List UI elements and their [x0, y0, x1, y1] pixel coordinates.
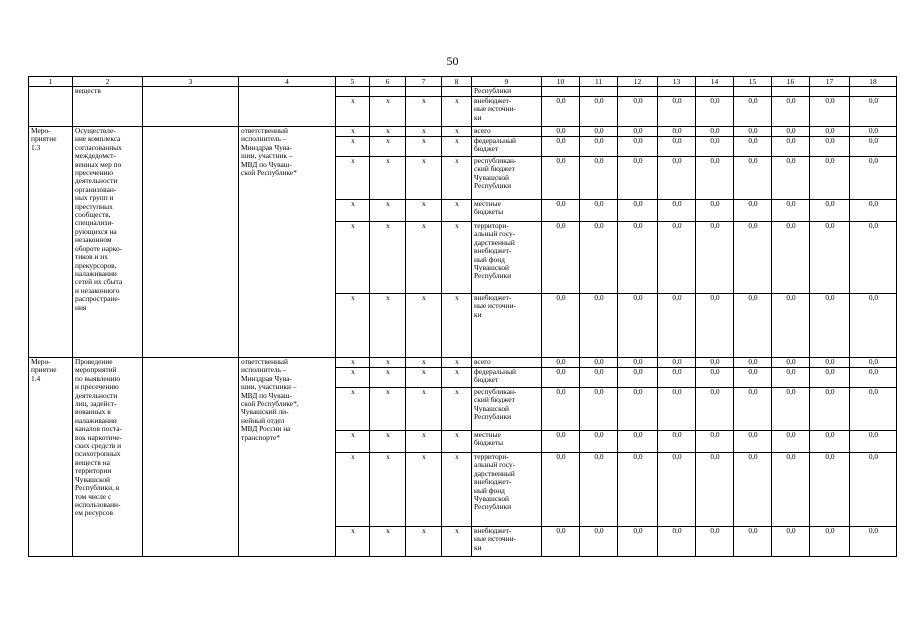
- value-cell: 0,0: [658, 200, 696, 222]
- x-mark: x: [336, 137, 370, 157]
- x-mark: x: [406, 157, 442, 200]
- x-mark: x: [442, 127, 472, 137]
- activity-description: Осуществле- ние комплекса согласованных междедомст- венных мер по пресечению деятельности организован- ных групп и преступных сообществ, специализи- рующихся на незаконном обороте нарко- тиков и их прекурсоров, налаживании сетей их сбыта и незаконного распростране- ния: [73, 127, 143, 358]
- column-header: 7: [406, 77, 442, 87]
- value-cell: 0,0: [580, 368, 618, 388]
- value-cell: 0,0: [696, 527, 734, 557]
- value-cell: 0,0: [618, 368, 658, 388]
- value-cell: 0,0: [810, 157, 850, 200]
- responsible-executor: ответственный исполнитель – Минздрав Чува- шии, участник – МВД по Чуваш- ской Республике*: [239, 127, 336, 358]
- value-cell: 0,0: [810, 453, 850, 527]
- empty-cell: [143, 358, 239, 557]
- value-cell: 0,0: [696, 453, 734, 527]
- value-cell: 0,0: [850, 358, 897, 368]
- x-mark: x: [442, 527, 472, 557]
- funding-source: внебюджет- ные источни- ки: [472, 527, 542, 557]
- value-cell: 0,0: [618, 527, 658, 557]
- value-cell: 0,0: [696, 388, 734, 431]
- column-number-row: [29, 77, 897, 87]
- value-cell: 0,0: [542, 127, 580, 137]
- value-cell: 0,0: [618, 358, 658, 368]
- x-mark: x: [442, 431, 472, 453]
- value-cell: 0,0: [618, 137, 658, 157]
- value-cell: 0,0: [734, 388, 772, 431]
- value-cell: 0,0: [618, 453, 658, 527]
- value-cell: 0,0: [850, 388, 897, 431]
- column-header: 8: [442, 77, 472, 87]
- x-mark: x: [336, 358, 370, 368]
- column-header: 9: [472, 77, 542, 87]
- activity-description: Проведение мероприятий по выявлению и пресечению деятельности лиц, задейст- вованных в налаживании каналов поста- вок наркотиче- ских средств и психотропных веществ на территории Чувашской Республики, в том числе с использовани- ем ресурсов: [73, 358, 143, 557]
- x-mark: x: [406, 97, 442, 127]
- x-mark: x: [336, 368, 370, 388]
- value-cell: 0,0: [580, 200, 618, 222]
- x-mark: x: [442, 453, 472, 527]
- x-mark: x: [406, 127, 442, 137]
- value-cell: 0,0: [618, 388, 658, 431]
- funding-source: внебюджет- ные источни- ки: [472, 294, 542, 358]
- value-cell: 0,0: [618, 431, 658, 453]
- value-cell: 0,0: [658, 157, 696, 200]
- x-mark: x: [336, 527, 370, 557]
- value-cell: 0,0: [696, 358, 734, 368]
- value-cell: 0,0: [618, 97, 658, 127]
- value-cell: 0,0: [772, 431, 810, 453]
- column-header: 1: [29, 77, 73, 87]
- value-cell: 0,0: [696, 127, 734, 137]
- value-cell: 0,0: [658, 97, 696, 127]
- value-cell: 0,0: [542, 453, 580, 527]
- funding-source: республикан- ский бюджет Чувашской Республики: [472, 157, 542, 200]
- value-cell: 0,0: [850, 527, 897, 557]
- x-mark: x: [370, 453, 406, 527]
- value-cell: 0,0: [658, 388, 696, 431]
- value-cell: 0,0: [580, 222, 618, 294]
- x-mark: x: [442, 294, 472, 358]
- value-cell: 0,0: [580, 157, 618, 200]
- value-cell: 0,0: [696, 200, 734, 222]
- column-header: 10: [542, 77, 580, 87]
- value-cell: 0,0: [542, 97, 580, 127]
- funding-source: местные бюджеты: [472, 200, 542, 222]
- x-mark: x: [442, 368, 472, 388]
- value-cell: 0,0: [542, 222, 580, 294]
- value-cell: 0,0: [658, 222, 696, 294]
- value-cell: 0,0: [580, 388, 618, 431]
- x-mark: x: [370, 368, 406, 388]
- column-header: 6: [370, 77, 406, 87]
- x-mark: x: [442, 137, 472, 157]
- funding-source: федеральный бюджет: [472, 368, 542, 388]
- x-mark: x: [336, 127, 370, 137]
- value-cell: 0,0: [696, 97, 734, 127]
- value-cell: 0,0: [734, 137, 772, 157]
- value-cell: 0,0: [772, 527, 810, 557]
- value-cell: 0,0: [658, 294, 696, 358]
- value-cell: 0,0: [580, 431, 618, 453]
- responsible-cell: [239, 87, 336, 127]
- column-header: 3: [143, 77, 239, 87]
- value-cell: 0,0: [772, 358, 810, 368]
- value-cell: 0,0: [810, 431, 850, 453]
- value-cell: 0,0: [810, 388, 850, 431]
- x-mark: x: [406, 294, 442, 358]
- value-cell: 0,0: [850, 137, 897, 157]
- column-header: 16: [772, 77, 810, 87]
- x-mark: x: [370, 137, 406, 157]
- value-cell: 0,0: [734, 127, 772, 137]
- value-cell: 0,0: [850, 127, 897, 137]
- value-cell: 0,0: [772, 157, 810, 200]
- value-cell: 0,0: [580, 137, 618, 157]
- value-cell: 0,0: [658, 453, 696, 527]
- x-mark: x: [370, 294, 406, 358]
- table-row: [29, 127, 897, 137]
- value-cell: 0,0: [696, 294, 734, 358]
- value-cell: 0,0: [696, 222, 734, 294]
- value-cell: 0,0: [580, 127, 618, 137]
- activity-code-cell: [29, 87, 73, 127]
- value-cell: 0,0: [542, 388, 580, 431]
- x-mark: x: [406, 358, 442, 368]
- funding-source: всего: [472, 127, 542, 137]
- value-cell: 0,0: [810, 294, 850, 358]
- value-cell: 0,0: [772, 200, 810, 222]
- activity-code: Меро- приятие 1.3: [29, 127, 73, 358]
- x-mark: x: [370, 431, 406, 453]
- value-cell: 0,0: [658, 368, 696, 388]
- value-cell: 0,0: [658, 137, 696, 157]
- x-mark: x: [442, 222, 472, 294]
- value-cell: 0,0: [810, 527, 850, 557]
- funding-source: всего: [472, 358, 542, 368]
- x-mark: x: [336, 453, 370, 527]
- value-cell: 0,0: [542, 157, 580, 200]
- value-cell: 0,0: [542, 294, 580, 358]
- value-cell: 0,0: [580, 97, 618, 127]
- value-cell: 0,0: [734, 222, 772, 294]
- column-header: 4: [239, 77, 336, 87]
- budget-table: [28, 76, 897, 557]
- value-cell: 0,0: [772, 388, 810, 431]
- value-cell: 0,0: [772, 368, 810, 388]
- value-cell: 0,0: [850, 453, 897, 527]
- empty-cell: [143, 87, 239, 127]
- responsible-executor: ответственный исполнитель – Минздрав Чува- шии, участники – МВД по Чуваш- ской Республике*, Чувашский ли- нейный отдел МВД России на транспорте*: [239, 358, 336, 557]
- x-mark: x: [442, 200, 472, 222]
- value-cell: 0,0: [542, 431, 580, 453]
- value-cell: 0,0: [772, 137, 810, 157]
- value-cell: 0,0: [734, 358, 772, 368]
- x-mark: x: [406, 137, 442, 157]
- value-cell: 0,0: [850, 200, 897, 222]
- value-cell: 0,0: [772, 97, 810, 127]
- value-cell: 0,0: [658, 431, 696, 453]
- x-mark: x: [370, 127, 406, 137]
- value-cell: 0,0: [580, 358, 618, 368]
- table-row: [29, 358, 897, 368]
- x-mark: x: [406, 200, 442, 222]
- x-mark: x: [406, 527, 442, 557]
- value-cell: 0,0: [850, 222, 897, 294]
- funding-source: территори- альный госу- дарственный внебюджет- ный фонд Чувашской Республики: [472, 222, 542, 294]
- value-cell: 0,0: [580, 294, 618, 358]
- activity-code: Меро- приятие 1.4: [29, 358, 73, 557]
- column-header: 14: [696, 77, 734, 87]
- funding-source: федеральный бюджет: [472, 137, 542, 157]
- value-cell: 0,0: [618, 157, 658, 200]
- value-cell: 0,0: [618, 200, 658, 222]
- column-header: 12: [618, 77, 658, 87]
- x-mark: x: [406, 431, 442, 453]
- value-cell: 0,0: [850, 157, 897, 200]
- page-number: 50: [446, 54, 459, 68]
- x-mark: x: [336, 97, 370, 127]
- x-mark: x: [370, 358, 406, 368]
- funding-source: Республики: [472, 87, 542, 97]
- value-cell: 0,0: [580, 527, 618, 557]
- value-cell: 0,0: [734, 294, 772, 358]
- x-mark: x: [442, 97, 472, 127]
- value-cell: 0,0: [772, 222, 810, 294]
- column-header: 13: [658, 77, 696, 87]
- column-header: 11: [580, 77, 618, 87]
- value-cell: 0,0: [658, 358, 696, 368]
- value-cell: 0,0: [734, 368, 772, 388]
- value-cell: 0,0: [810, 97, 850, 127]
- value-cell: 0,0: [658, 527, 696, 557]
- x-mark: x: [406, 388, 442, 431]
- value-cell: 0,0: [772, 294, 810, 358]
- x-mark: x: [406, 222, 442, 294]
- value-cell: 0,0: [696, 431, 734, 453]
- value-cell: 0,0: [850, 368, 897, 388]
- x-mark: x: [406, 368, 442, 388]
- value-cell: 0,0: [850, 431, 897, 453]
- value-cell: 0,0: [542, 358, 580, 368]
- x-mark: x: [336, 157, 370, 200]
- value-cell: 0,0: [542, 368, 580, 388]
- x-mark: x: [370, 527, 406, 557]
- value-cell: 0,0: [810, 137, 850, 157]
- value-cell: 0,0: [618, 294, 658, 358]
- value-cell: 0,0: [580, 453, 618, 527]
- funding-source: местные бюджеты: [472, 431, 542, 453]
- column-header: 2: [73, 77, 143, 87]
- x-mark: x: [370, 200, 406, 222]
- value-cell: 0,0: [810, 127, 850, 137]
- activity-description: веществ: [73, 87, 143, 127]
- column-header: 17: [810, 77, 850, 87]
- value-cell: 0,0: [734, 157, 772, 200]
- value-cell: 0,0: [850, 97, 897, 127]
- value-cell: 0,0: [810, 200, 850, 222]
- x-mark: x: [442, 358, 472, 368]
- empty-cell: [143, 127, 239, 358]
- value-cell: 0,0: [734, 431, 772, 453]
- value-cell: 0,0: [734, 200, 772, 222]
- funding-source: территори- альный госу- дарственный внебюджет- ный фонд Чувашской Республики: [472, 453, 542, 527]
- x-mark: x: [370, 388, 406, 431]
- value-cell: 0,0: [734, 527, 772, 557]
- x-mark: x: [336, 294, 370, 358]
- funding-source: республикан- ский бюджет Чувашской Республики: [472, 388, 542, 431]
- value-cell: 0,0: [850, 294, 897, 358]
- value-cell: 0,0: [542, 527, 580, 557]
- column-header: 18: [850, 77, 897, 87]
- funding-source: внебюджет- ные источни- ки: [472, 97, 542, 127]
- x-mark: x: [370, 97, 406, 127]
- x-mark: x: [336, 200, 370, 222]
- x-mark: x: [370, 157, 406, 200]
- x-mark: x: [336, 222, 370, 294]
- value-cell: 0,0: [618, 127, 658, 137]
- column-header: 15: [734, 77, 772, 87]
- value-cell: 0,0: [810, 358, 850, 368]
- x-mark: x: [370, 222, 406, 294]
- x-mark: x: [336, 431, 370, 453]
- value-cell: 0,0: [772, 453, 810, 527]
- value-cell: 0,0: [696, 157, 734, 200]
- x-mark: x: [406, 453, 442, 527]
- column-header: 5: [336, 77, 370, 87]
- x-mark: x: [442, 157, 472, 200]
- value-cell: 0,0: [772, 127, 810, 137]
- value-cell: 0,0: [542, 200, 580, 222]
- value-cell: 0,0: [696, 137, 734, 157]
- x-mark: x: [442, 388, 472, 431]
- value-cell: 0,0: [696, 368, 734, 388]
- x-mark: x: [336, 388, 370, 431]
- value-cell: 0,0: [810, 222, 850, 294]
- value-cell: 0,0: [810, 368, 850, 388]
- table-row: [29, 87, 897, 97]
- value-cell: 0,0: [542, 137, 580, 157]
- value-cell: 0,0: [658, 127, 696, 137]
- value-cell: 0,0: [734, 453, 772, 527]
- value-cell: 0,0: [734, 97, 772, 127]
- value-cell: 0,0: [618, 222, 658, 294]
